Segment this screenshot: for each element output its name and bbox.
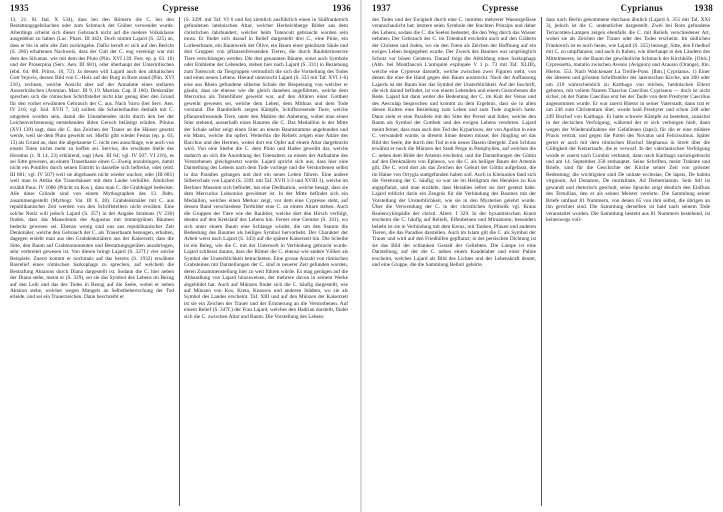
right-page-column-number-right: 1938 [694, 3, 713, 13]
right-page-column-number-left: 1937 [372, 3, 391, 13]
right-page-text-column-2 [546, 17, 710, 510]
left-page-running-title: Cypresse [162, 3, 199, 13]
left-page-column-rule [179, 17, 180, 506]
right-page-running-title: Cypresse [482, 3, 519, 13]
right-page-text-column-1 [372, 17, 536, 510]
right-column-2-paragraph: dass nach Berlin gekommene durchaus ähnlich (Lajard S. 351 mit Taf. XXI 3), jedoch ist die C. undeutlicher dargestellt. Zwei bei Rom gefundene Terracotten-Lampen zeigen ebenfalls die C. mit Reliefs verschiedener Art, wobei sie als Zeichen der Trauer oder des Todes erscheint. Im südlichen Frankreich ist es noch heute, wie Lajard (S. 355) bezeugt, Sitte, den Friedhof mit C. zu umpflanzen; und auch in Italien, wie überhaupt in den Ländern des Mittelmeeres, ist der Baum der gewöhnliche Schmuck der Kirchhöfe. [Olck.] Cypressetta, mutatio zwischen Avenio (Avignon) und Arausio (Orange), Itin. Hieros. 553. Nach Walckenaer La Treille-Pons. [Ihm.] Cyprianus. 1) Einer der ältesten und grössten Schriftsteller der lateinischen Kirche, um 200 oder um 210 wahrscheinlich zu Karthago von reichen, heidnischen Eltern geboren, mit vollem Namen Thascius Caecilius Cyprianus — doch ist nicht sicher, ob der Name Caecilius erst bei der Taufe von dem Presbyter Caecilius angenommen wurde. Er war zuerst Rhetor in seiner Vaterstadt, dann trat er um 246 zum Christentum über, wurde bald Presbyter und schon 248 oder 249 Bischof von Karthago. Er hatte schwere Kämpfe zu bestehen, zunächst in der decischen Verfolgung, während der er sich verborgen hielt, dann wegen der Wiederaufnahme der Gefallenen (lapsi), für die er eine mildere Praxis vertrat, und gegen die Partei des Novatus und Felicissimus. Später geriet er auch mit dem römischen Bischof Stephanus in Streit über die Gültigkeit der Ketzertaufe, die er verwarf. In der valerianischen Verfolgung wurde er zuerst nach Curubis verbannt, dann nach Karthago zurückgebracht und am 14. September 258 enthauptet. Seine Schriften, meist Traktate und Briefe, sind für die Geschichte der Kirche seiner Zeit von grösster Bedeutung; die wichtigsten sind De unitate ecclesiae, De lapsis, De habitu virginum, Ad Donatum, De mortalitate, Ad Demetrianum. Sein Stil ist gewandt und rhetorisch geschult, seine Sprache zeigt deutlich den Einfluss des Tertullian, den er als seinen Meister verehrte. Die Sammlung seiner Briefe umfasst 81 Nummern, von denen 65 von ihm selbst, die übrigen an ihn gerichtet sind. Die Sammlung derselben ist bald nach seinem Tode veranstaltet worden. Die Sammlung besteht aus 81 Nummern bestehend, ist keineswegs voll- [546, 17, 710, 224]
left-page-text-column-1 [10, 17, 174, 510]
right-column-1-paragraph: des Todes und der Ewigkeit durch eine C. inmitten mehrerer Wassergefässe veranschaulicht hat; letztere seien Symbole der feuchten Prinzips und daher des Lebens, sodass die C. die Seelen bedeutet, die den Weg durch das Wasser nehmen. Der Gebrauch der C. im Totenkult erscheint auch auf den Gräbern der Christen und Juden, wo sie den Toten als Zeichen der Hoffnung auf ein ewiges Leben beigegeben wurde. Der Zweck des Baumes war ursprünglich Schutz vor bösen Geistern. Darauf folgt die Abbildung eines Sarkophags (Abb. bei Montfaucon L'antiquité expliquée V 1 p. 73 mit Taf. XLIII), welche eine Cypresse darstellt, welche zwischen zwei Figuren steht, von denen die eine die Hand gegen den Baum ausstreckt. Nach der Auffassung Lajards ist der Baum hier das Symbol der Unsterblichkeit. Auf der Inschrift, die sich darauf befindet, ist von einem Lebenden und einem Gestorbenen die Rede. Lajard hat dann weiter die Bedeutung der C. im Kult der Venus und des Aesculap besprochen und kommt zu dem Ergebnis, dass sie in allen diesen Kulten eine Beziehung zum Leben und zum Tode zugleich hatte. Dann zieht er eine Parallele mit der Sitte der Perser und Inder, welche den Baum als Symbol der Gottheit und des ewigen Lebens verehrten. Lajard meint ferner, dass man auch den Tod des Kyparissos, der von Apollon in eine C. verwandelt wurde, in diesem Sinne deuten müsse; der Jüngling sei das Bild der Seele, die durch den Tod in ein neues Dasein übergeht. Zum Schluss erwähnt er noch die Münzen der Stadt Perge in Pamphylien, auf welchen die C. neben dem Bilde der Artemis erscheint, und die Darstellungen der Göttin auf den Denkmälern von Ephesos, wo die C. als heiliger Baum der Artemis gilt. Die C. wird dort als das Zeichen der Geburt der Göttin aufgefasst, die im Haine von Ortygia stattgefunden haben soll. Auch in Kleinasien fand sich die Verehrung der C. häufig; so war sie im Heiligtum des Herakles zu Kos angepflanzt, und man erzählte, dass Herakles selbst sie dort gesetzt habe. Lajard erblickt darin ein Zeugnis für die Verbindung des Baumes mit der Vorstellung der Unsterblichkeit, wie sie in den Mysterien gelehrt wurde. Über die Verwendung der C. in der christlichen Symbolik vgl. Kraus Realencyklopädie der christl. Altert. I 329. In der byzantinischen Kunst erscheint die C. häufig auf Reliefs, Elfenbeinen und Miniaturen; besonders beliebt ist sie in Verbindung mit dem Kreuz, mit Tauben, Pfauen und anderen Tieren, die das Paradies darstellen. Auch im Islam gilt die C. als Symbol der Trauer und wird auf den Friedhöfen gepflanzt; in der persischen Dichtung ist sie das Bild der schlanken Gestalt der Geliebten. Die Lampe ist eine Darstellung, auf der die C. neben einem Kandelaber und einer Palme erscheint, welches Lajard als Bild des Lichtes und der Lebenskraft deutet, und eine Gruppe, die die Sammlung Bellori gehörte. [372, 17, 536, 269]
right-page-header [372, 3, 713, 15]
left-page-header [10, 3, 351, 15]
right-page-running-title-right: Cyprianus [620, 3, 663, 13]
left-column-1-paragraph: 13, 21. 8l. Ital. X 534), dass bei den Römern die C. bei den Bestattungsgebräuchen oder zum Schmuck der Gräber verwendet wurde. Allerdings scheint sich dieser Gebrauch nicht auf die niedere Volksklasse ausgedehnt zu haben (Luc. Phars. III 442). Doch nimmt Lajard (S. 325) an, dass er bis in sehr alte Zeit zurückgehe. Dafür beruft er sich auf den Bericht (S. 266) erhaltenen Nachweis, dass der Cult der C. eng vereinigt war mit dem des Silvanus, wie mit dem des Pluto (Plin. XVI 139. Fest. ep. p. 63. 16) und der Proserpina (Serv. Aen. III 681), oder überhaupt der Unterirdischen (ebd. 64. 88l. Prirus. 10, 72). Ja dessen will Lajard auch den altitalischen Gott Vejovis, dessen Bild von C.-Holz auf der Burg in Rom stand (Plin. XVI 216), rechnen, welche Ansicht aber auf der Annahme eines stellaren Ausserirdischen (Ammian. Marc. III 9, 19. Martian. Cap. II 160). Denkmäler sprechen sich die römischen Schriftsteller nicht klar genug über den Grund für den vorher erwähnten Gebrauch der C. aus. Nach Varro (bei Serv. Aen. IV 216; vgl. Isid. XVII 7, 34) sollten die Scheiterhaufen deshalb mit C. umgeben worden sein, damit die Umstehenden nicht durch den bei der Leichenverbrennung entstehenden üblen Geruch belästigt würden. Plinius (XVI 139) sagt, dass die C. das Zeichen der Trauer an die Häuser gesetzt werde, weil sie dem Pluto geweiht sei. Hiefür gibt wieder Festus (ep. p. 63, 13) als Grund an, dass die abgehauene C. nicht neu ausschlage, wie auch von einem Toten nichts mehr zu hoffen sei. Servius, die erwähnte Stelle des Horatius (c. II 14, 23) erklärend, sagt (Aen. III 64; vgl. IV 507. VI 216), es sei Sitte gewesen, an einem Trauerhause einen C.-Zweig anzubringen, damit nicht ein Pontifex durch seinen Eintritt in dasselbe sich beflecke, oder (ebd. III 681; vgl. IV 507) weil sie abgehauen nicht wieder wachse, oder (III 681) weil man in Attika die Trauerhäuser mit dem Laube verhüllte. Ähnliches erzählt Paus. IV 1086 (Prächt zu Kos.), dass man C. die Grabhügel bedeckte. Alle diese Gründe sind von einem Mythographen des 13. Jhdts. zusammengestellt (Mythogr. Vat. III 6, 28). Grabdenkmäler mit C. aus republikanischer Zeit werden von den Schriftstellern nicht erwähnt. Eine solche Notiz will jedoch Lajard (S. 357) in der Angabe Strabons (V 236) finden, dass das Mausoleum des Augustus mit immergrünen Bäumen bedeckt gewesen sei. Ebenso wenig sind uns aus republikanischer Zeit Denkmäler, welche den Gebrauch der C. als Trauerbaum bezeugen, erhalten, dagegen ersieht man aus den Grabdenkmälern aus der Kaiserzeit, dass die Sitte, den Baum auf Grabmonumenten und Bestattungsgeräten anzubringen, sehr verbreitet gewesen ist. Von diesen bringt Lajard (S. 327f.) vier solche Beispiele. Zuerst kommt er nochmals auf das bereits (S. 1932) erwähnte Basrelief eines römischen Sarkophags zu sprechen, auf welchem die Bestrafung Aktaions durch Diana dargestellt ist. Sodann die C. hier neben der Diana stehe, meint er (S. 329), sei sie das Symbol des Lebens im Bezug auf den Leib und das des Todes in Bezug auf die Seele, wobei er neben Aktaion stehe, welcher wegen Mangels an Selbstbeherrschung der Tod erleide, und sei ein Trauerzeichen. Dann beschreibt er [10, 17, 174, 301]
right-page-column-rule [541, 17, 542, 506]
right-page [362, 0, 723, 512]
left-page-text-column-2 [184, 17, 348, 510]
left-page-column-number-right: 1936 [332, 3, 351, 13]
left-column-2-paragraph: (S. 329f. mit Taf. VI 6 und 6a) ziemlich ausführlich einen in Südfrankreich gefundenen lateinischen Altar, welcher Herbeichberge Bilder aus dem christlichen Jahrhundert, welcher beim Totencult gebraucht worden sein muss. Er findet sich darauf in Relief dargestellt drei C., eine Pinie, ein Lorbeerbaum, ein Baumwerk der Ölive, ein Baum einer gekränzte Säule und drei Gruppen von pflanzenfressenden Tieren, die durch Raubtierinsectre Tiere verschlungen werden. Die drei genannten Bäume, sonst auch Symbole oder Embleme der Lebenden, stehen hier nach Lajard (S. 331) in Beziehung zum Totencult, da Tiergruppen vermutlich die sich die Vorstellung des Todes und eines neuen Lebens. Hierauf untersucht Lajard (S. 333 mit Taf. XVI 1-6) eine aus Rhein gefundene silberne Schale der Bespeisung von welcher er glaubt, dass sie ebenso wie die gleich daneben angeführten, welche dem Mercurius als Totenführer geweiht war, auf den Altären einer Gottheit geweiht gewesen sei, welche dem Leben, dem Mithras und dem Tode vorstand. Die Randreliefs zeigen Kämpfe, Schiffsreisende Tiere, welche pflanzenfressende Tiere, unter den Mahlen der Anbetung, wobei man einen Stier stehend, ausserhalb eines Baumes die C. Das Medaillon in der Mitte der Schale selbst zeigt einen Stier an einem Baumstamme angebunden und ein Mann, welche ihn opfert. Weiterhin die Reliefs zeigen eine Altäre des Bacchus und des Hermes, wobei dort ein Opfer auf einem Altar dargebracht wird. Von eine Sterbe die C. dem Pluto und Hades geweiht dar, welche dadurch an sich die Anordnung des Totenalters zu einem der Aufnahme des Verstorbenen gleichgesetzt wurde. Lajard spricht sich aus, dass hier eine Darstellung des Lebens nach dem Tode vorliege und die Verstorbenen selbst in das Paradies gelangen und dort ein neues Leben führen. Eine andere Silberschale von Lajard (S. 339f. mit Taf. XVII 1-3 und XVIII 1), welche im Berliner Museum sich befindet, hat eine Dedikation, welche besagt, dass sie dem Mercurius Lubsonius gewidmet ist. In der Mitte befindet sich ein Medaillon, welches einen Merkur zeigt, vor dem eine Cypresse steht, auf dessen Rand verschiedene Tierbilder eine C. an einem Altare stehen. Auch die Gruppen der Tiere wie der Raubtier, welche dort den Hirsch verfolgt, deuten auf den Kreislauf des Lebens hin. Ferner eine Gemme (S. 341), wo sich unter einem Baum eine Schlange windet, die um den Stamm die Bedeutung des Baumes als heiliges Symbol hervorhebt. Der Charakter der Arbeit weist nach Lajard (S. 343) auf die spätere Kaiserzeit hin. Die Scheibe ist ein Beleg, wie die C. mit der Unterwelt in Verbindung gebracht wurde. Lajard schliesst daraus, dass die Römer die C. ebenso wie andere Völker als Symbol der Unsterblichkeit betrachteten. Eine grosse Anzahl von römischen Grabsteinen mit Darstellungen der C. sind in neuerer Zeit gefunden worden, deren Zusammenstellung hier zu weit führen würde. Es mag genügen auf die Abhandlung von Lajard hinzuweisen, der mehrere davon in seinem Werke abgebildet hat. Auch auf Münzen findet sich die C. häufig dargestellt, wie auf Münzen von Kos, Kreta, Knossos und anderen Städten, wo sie als Symbol des Landes erscheint. Taf. XIII und auf den Münzen der Kaiserzeit ist sie ein Zeichen der Trauer und der Erinnerung an die Verstorbenen. Auf einem Relief (S. 347f.) der Frau Lajard, welches den Hadrian darstellt, findet sich die C. zwischen Altar und Baum. Die Vorstellung des Lebens [184, 17, 348, 320]
left-page [0, 0, 361, 512]
left-page-column-number-left: 1935 [10, 3, 29, 13]
